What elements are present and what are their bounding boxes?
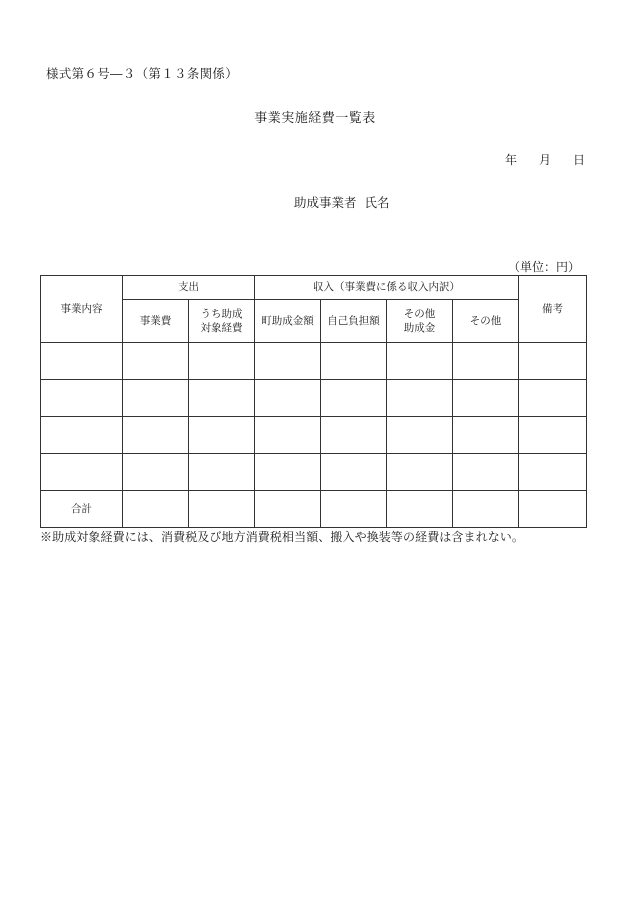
table-cell	[41, 417, 123, 454]
table-cell	[41, 343, 123, 380]
table-cell	[41, 454, 123, 491]
date-day-label: 日	[572, 153, 585, 167]
table-row	[41, 380, 587, 417]
table-cell	[189, 380, 255, 417]
table-cell	[189, 454, 255, 491]
header-other-grant: その他 助成金	[387, 300, 453, 343]
form-number: 様式第６号―３（第１３条関係）	[46, 66, 239, 81]
table-cell	[321, 491, 387, 528]
table-cell	[321, 454, 387, 491]
table-cell	[519, 491, 587, 528]
table-cell	[123, 454, 189, 491]
expense-table	[40, 275, 587, 528]
date-month-label: 月	[538, 153, 551, 167]
table-cell	[321, 417, 387, 454]
table-cell	[387, 454, 453, 491]
table-cell	[321, 343, 387, 380]
table-cell	[453, 454, 519, 491]
total-label: 合計	[41, 491, 123, 528]
table-cell	[387, 417, 453, 454]
table-cell	[189, 491, 255, 528]
table-row	[41, 343, 587, 380]
table-cell	[453, 491, 519, 528]
page-title: 事業実施経費一覧表	[254, 111, 376, 126]
total-row	[41, 491, 587, 528]
table-cell	[189, 343, 255, 380]
table-cell	[41, 380, 123, 417]
footnote: ※助成対象経費には、消費税及び地方消費税相当額、搬入や換装等の経費は含まれない。	[40, 530, 525, 544]
table-cell	[255, 491, 321, 528]
table-cell	[255, 454, 321, 491]
table-cell	[519, 454, 587, 491]
table-cell	[453, 380, 519, 417]
applicant-name-label: 氏名	[364, 195, 390, 210]
table-cell	[255, 343, 321, 380]
table-row	[41, 454, 587, 491]
header-business-content: 事業内容	[41, 276, 123, 343]
table-cell	[387, 491, 453, 528]
table-cell	[519, 417, 587, 454]
table-cell	[519, 343, 587, 380]
header-expense-group: 支出	[123, 276, 255, 300]
table-cell	[387, 380, 453, 417]
table-cell	[255, 417, 321, 454]
table-cell	[519, 380, 587, 417]
header-business-cost: 事業費	[123, 300, 189, 343]
unit-label: （単位：円）	[507, 260, 580, 274]
applicant-label: 助成事業者	[294, 195, 357, 210]
header-town-grant: 町助成金額	[255, 300, 321, 343]
table-cell	[123, 343, 189, 380]
table-row	[41, 417, 587, 454]
header-remarks: 備考	[519, 276, 587, 343]
table-cell	[387, 343, 453, 380]
table-cell	[123, 491, 189, 528]
date-year-label: 年	[504, 153, 517, 167]
table-cell	[453, 417, 519, 454]
date-line	[505, 151, 585, 168]
table-cell	[123, 417, 189, 454]
table-cell	[321, 380, 387, 417]
table-cell	[123, 380, 189, 417]
table-cell	[189, 417, 255, 454]
table-cell	[255, 380, 321, 417]
applicant-line	[294, 193, 390, 211]
table-cell	[453, 343, 519, 380]
header-income-group: 収入（事業費に係る収入内訳）	[255, 276, 519, 300]
header-self-burden: 自己負担額	[321, 300, 387, 343]
header-eligible-cost: うち助成 対象経費	[189, 300, 255, 343]
header-other: その他	[453, 300, 519, 343]
